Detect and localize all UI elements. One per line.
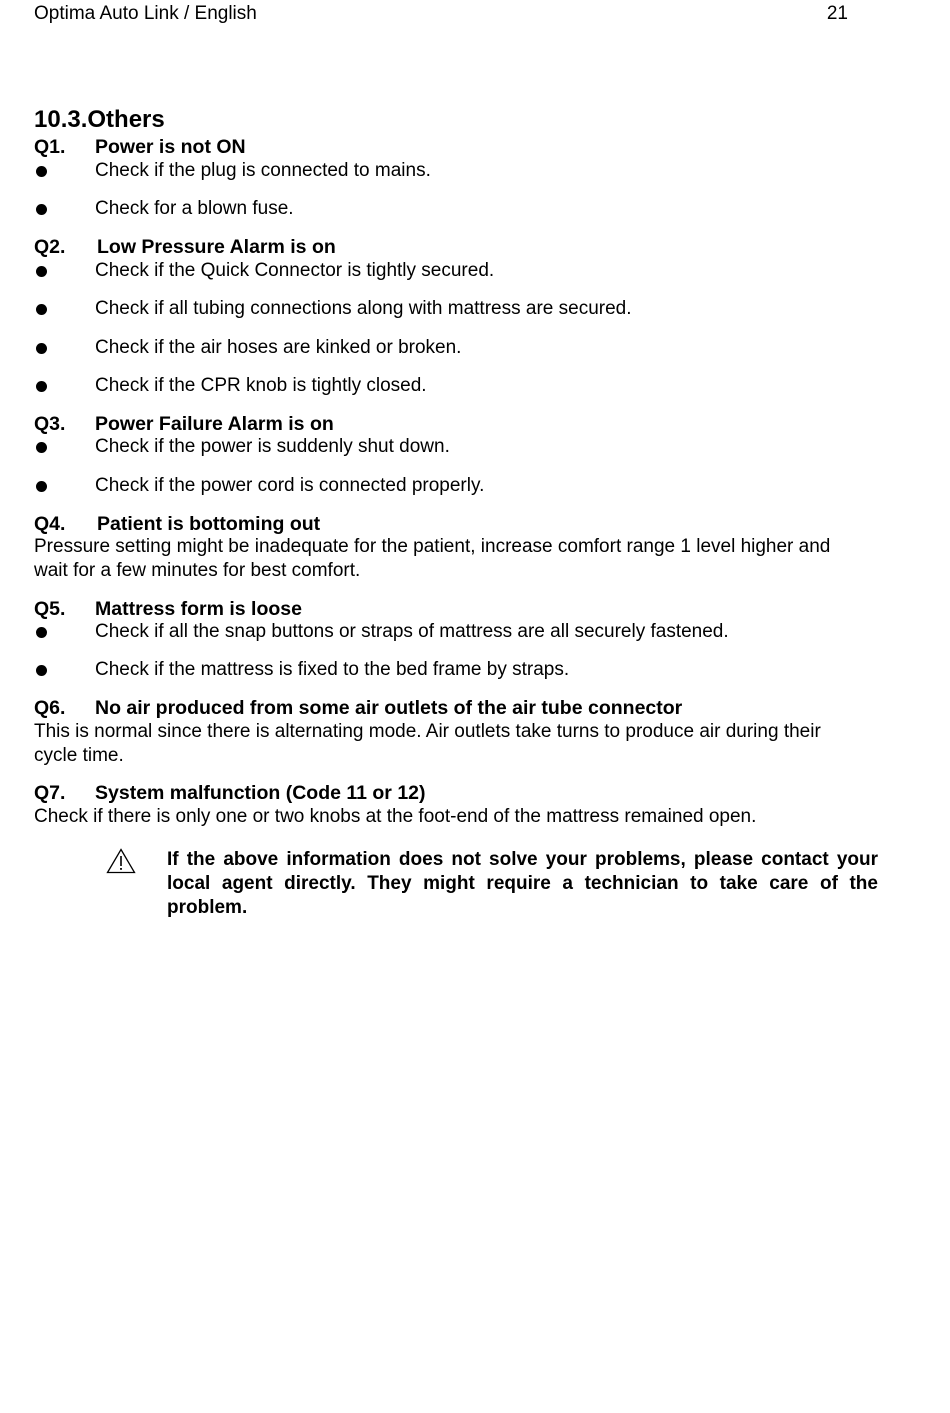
bullet-icon bbox=[36, 204, 47, 215]
section-title: 10.3.Others bbox=[34, 106, 165, 133]
warning-triangle-icon bbox=[106, 848, 136, 874]
warning-line: local agent directly. They might require a technician to take care of the bbox=[167, 873, 878, 894]
paragraph-line: wait for a few minutes for best comfort. bbox=[34, 560, 361, 581]
question-heading bbox=[34, 235, 336, 259]
question-number: Q6. bbox=[34, 697, 66, 719]
question-heading bbox=[34, 135, 246, 159]
warning-note bbox=[34, 848, 880, 928]
answer-paragraph bbox=[34, 535, 880, 583]
bullet-icon bbox=[36, 343, 47, 354]
bullet-icon bbox=[36, 304, 47, 315]
list-item-text: Check if the air hoses are kinked or broken. bbox=[95, 337, 462, 358]
bullet-icon bbox=[36, 266, 47, 277]
question-title: Power Failure Alarm is on bbox=[95, 413, 334, 435]
question-heading bbox=[34, 781, 426, 805]
list-item-text: Check if the Quick Connector is tightly secured. bbox=[95, 260, 495, 281]
question-heading bbox=[34, 512, 320, 536]
bullet-icon bbox=[36, 665, 47, 676]
page-number: 21 bbox=[826, 3, 848, 24]
warning-line: If the above information does not solve your problems, please contact your bbox=[167, 849, 878, 870]
question-number: Q2. bbox=[34, 236, 66, 258]
paragraph-line: cycle time. bbox=[34, 745, 124, 766]
list-item-text: Check if the CPR knob is tightly closed. bbox=[95, 375, 427, 396]
list-item-text: Check if all tubing connections along with mattress are secured. bbox=[95, 298, 632, 319]
question-title: System malfunction (Code 11 or 12) bbox=[95, 782, 426, 804]
question-heading bbox=[34, 696, 682, 720]
question-number: Q4. bbox=[34, 513, 66, 535]
bullet-icon bbox=[36, 481, 47, 492]
question-title: No air produced from some air outlets of the air tube connector bbox=[95, 697, 683, 719]
paragraph-line: Pressure setting might be inadequate for the patient, increase comfort range 1 level higher and bbox=[34, 536, 831, 557]
bullet-icon bbox=[36, 381, 47, 392]
question-number: Q3. bbox=[34, 413, 66, 435]
list-item-text: Check if the power cord is connected properly. bbox=[95, 475, 485, 496]
question-title: Mattress form is loose bbox=[95, 598, 302, 620]
page-header bbox=[34, 3, 848, 27]
question-title: Power is not ON bbox=[95, 136, 246, 158]
list-item-text: Check if the plug is connected to mains. bbox=[95, 160, 431, 181]
bullet-icon bbox=[36, 166, 47, 177]
list-item-text: Check if all the snap buttons or straps of mattress are all securely fastened. bbox=[95, 621, 729, 642]
header-title: Optima Auto Link / English bbox=[34, 3, 257, 24]
question-number: Q5. bbox=[34, 598, 66, 620]
answer-paragraph bbox=[34, 805, 880, 829]
paragraph-line: This is normal since there is alternating mode. Air outlets take turns to produce air during their bbox=[34, 721, 821, 742]
bullet-icon bbox=[36, 442, 47, 453]
question-title: Low Pressure Alarm is on bbox=[97, 236, 336, 258]
question-title: Patient is bottoming out bbox=[97, 513, 321, 535]
list-item-text: Check if the power is suddenly shut down. bbox=[95, 436, 450, 457]
warning-text bbox=[167, 848, 878, 920]
paragraph-line: Check if there is only one or two knobs at the foot-end of the mattress remained open. bbox=[34, 806, 757, 827]
question-heading bbox=[34, 597, 302, 621]
question-heading bbox=[34, 412, 334, 436]
question-number: Q1. bbox=[34, 136, 66, 158]
question-number: Q7. bbox=[34, 782, 66, 804]
list-item-text: Check if the mattress is fixed to the bed frame by straps. bbox=[95, 659, 570, 680]
answer-paragraph bbox=[34, 720, 880, 768]
list-item-text: Check for a blown fuse. bbox=[95, 198, 294, 219]
bullet-icon bbox=[36, 627, 47, 638]
warning-line: problem. bbox=[167, 897, 248, 918]
